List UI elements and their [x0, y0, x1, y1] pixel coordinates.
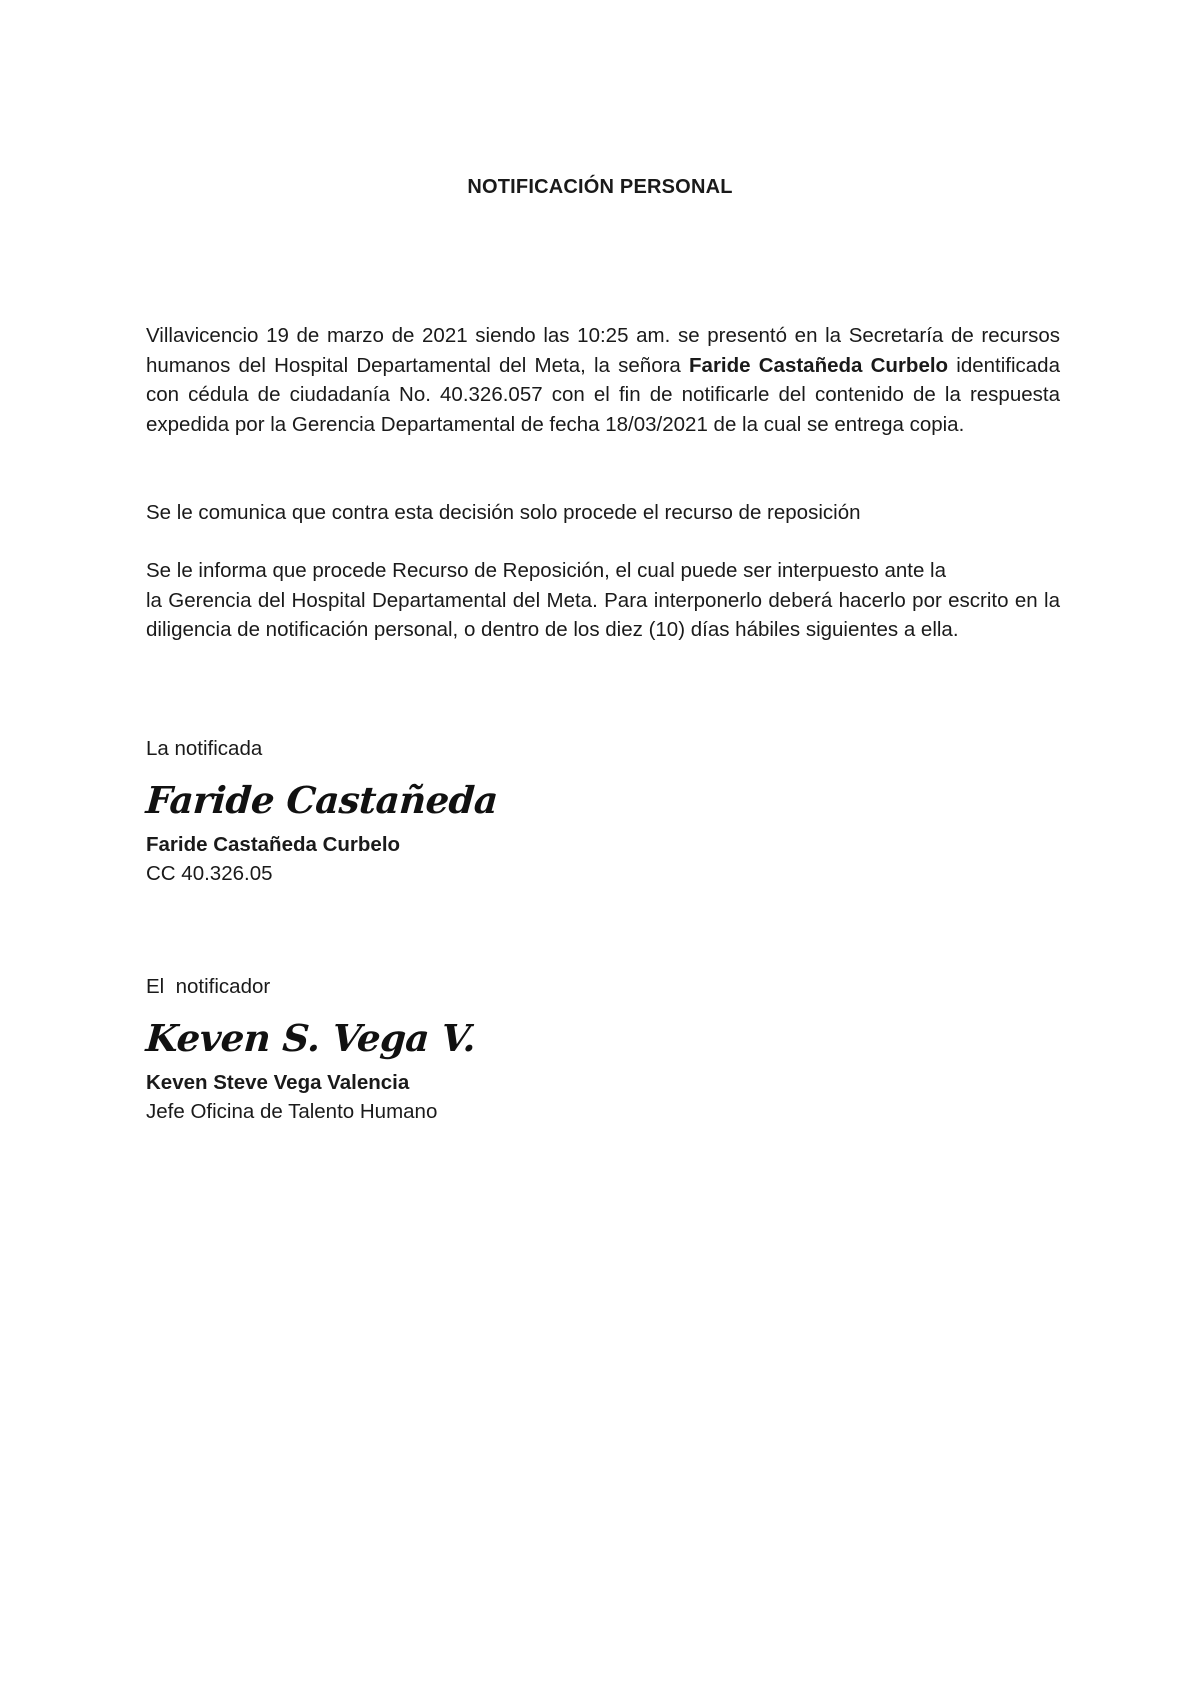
notifier-position: Jefe Oficina de Talento Humano — [146, 1100, 438, 1123]
appeal-text-line1: Se le informa que procede Recurso de Reposición, el cual puede ser interpuesto ante la — [146, 559, 946, 582]
notifier-printed-name: Keven Steve Vega Valencia — [146, 1070, 410, 1094]
paragraph-appeal — [146, 556, 1060, 645]
notified-handwritten-signature: Faride Castañeda — [144, 777, 500, 822]
notified-printed-name: Faride Castañeda Curbelo — [146, 832, 401, 856]
notifier-role-label: El notificador — [146, 975, 271, 998]
appeal-text-rest: la Gerencia del Hospital Departamental del Meta. Para interponerlo deberá hacerlo por escrito en la diligencia de notificación personal, o dentro de los diez (10) días hábiles siguientes a ella. — [146, 588, 1060, 641]
document-title: NOTIFICACIÓN PERSONAL — [467, 176, 733, 198]
signature-block-notifier — [146, 972, 476, 1127]
signature-block-notified — [146, 734, 498, 889]
paragraph-presentation — [146, 321, 1060, 439]
notifier-handwritten-signature: Keven S. Vega V. — [144, 1015, 478, 1060]
decision-text: Se le comunica que contra esta decisión solo procede el recurso de reposición — [146, 501, 861, 524]
notified-id-line: CC 40.326.05 — [146, 862, 273, 885]
paragraph-decision — [146, 498, 1060, 528]
notified-role-label: La notificada — [146, 737, 263, 760]
notified-name-bold: Faride Castañeda Curbelo — [689, 353, 949, 377]
paragraph-text-before: Villavicencio 19 de marzo de 2021 siendo las 10:25 am. se presentó en la Secretaría de recursos humanos del Hospital Departamental del Meta, la señora — [146, 324, 1060, 377]
paragraph-text-after: identificada con cédula de ciudadanía No. 40.326.057 con el fin de notificarle del contenido de la respuesta expedida por la Gerencia Departamental de fecha 18/03/2021 de la cual se entrega copia. — [146, 353, 1060, 436]
